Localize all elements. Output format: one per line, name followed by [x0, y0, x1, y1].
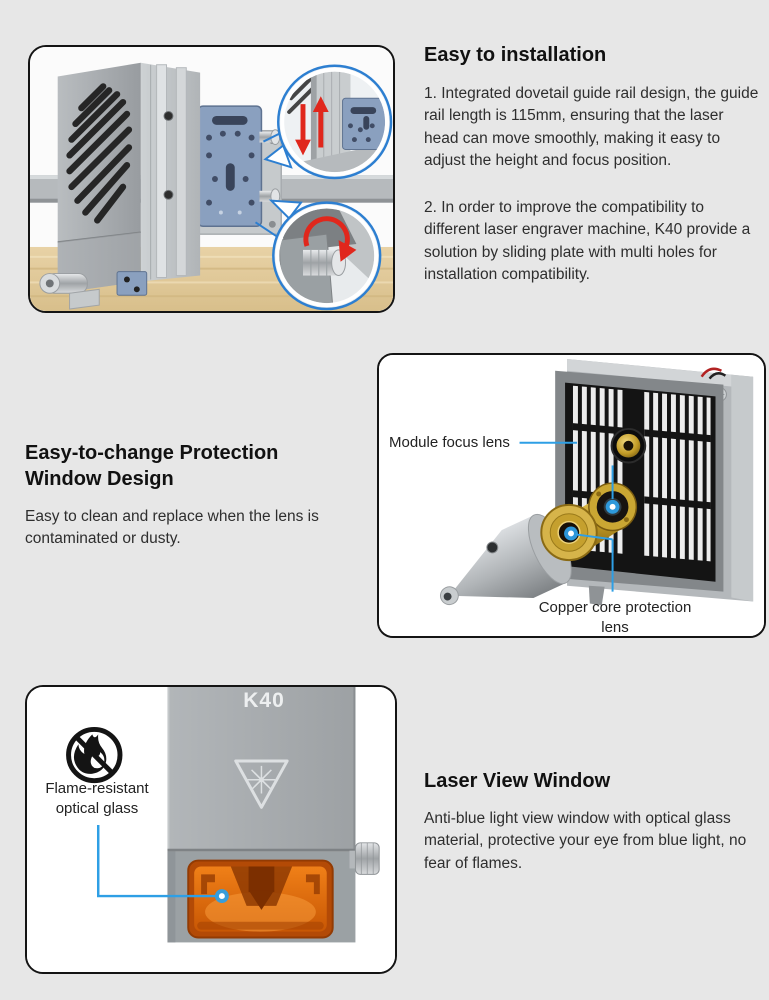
- callout-dot-window: [215, 889, 229, 903]
- installation-text: [424, 42, 762, 287]
- protection-window-paragraph: Easy to clean and replace when the lens is contaminated or dusty.: [25, 508, 319, 548]
- installation-paragraph-1: 1. Integrated dovetail guide rail design, the guide rail length is 115mm, ensuring that the laser head can move smoothly, making it easy to adjust the height and focus position.: [424, 85, 759, 170]
- focus-lens-label: Module focus lens: [389, 434, 510, 451]
- installation-illustration: [30, 47, 393, 311]
- laser-view-photo-panel: [25, 685, 397, 974]
- callout-dot-protection: [564, 527, 578, 541]
- installation-photo-panel: [28, 45, 395, 313]
- view-window: [188, 861, 332, 938]
- protection-window-text: [25, 440, 375, 551]
- protection-window-heading: Easy-to-change Protection Window Design: [25, 442, 279, 490]
- laser-view-paragraph: Anti-blue light view window with optical glass material, protective your eye from blue light, no fear of flames.: [424, 810, 747, 872]
- lens-illustration: [379, 355, 764, 636]
- no-flame-icon: [69, 729, 120, 780]
- installation-paragraph-2: 2. In order to improve the compatibility to different laser engraver machine, K40 provide a solution by sliding plate with multi holes for installation compatibility.: [424, 198, 751, 284]
- model-label: K40: [243, 689, 285, 712]
- laser-module-body: [40, 63, 200, 309]
- copper-lens-label: Copper core protection lens: [538, 599, 692, 636]
- laser-view-heading: Laser View Window: [424, 770, 611, 792]
- focus-lens: [612, 429, 646, 463]
- corner-bracket: [70, 289, 100, 309]
- adjust-knob: [303, 250, 346, 276]
- detail-callout-knob: [271, 201, 380, 309]
- laser-view-text: [424, 768, 764, 875]
- installation-heading: Easy to installation: [424, 44, 607, 66]
- laser-view-illustration: [27, 687, 395, 972]
- output-connector: [40, 274, 87, 294]
- flame-resistant-label: Flame-resistant optical glass: [45, 780, 149, 817]
- laser-head-heatsink: [555, 359, 753, 605]
- lens-photo-panel: [377, 353, 766, 638]
- callout-dot-focus: [606, 500, 620, 514]
